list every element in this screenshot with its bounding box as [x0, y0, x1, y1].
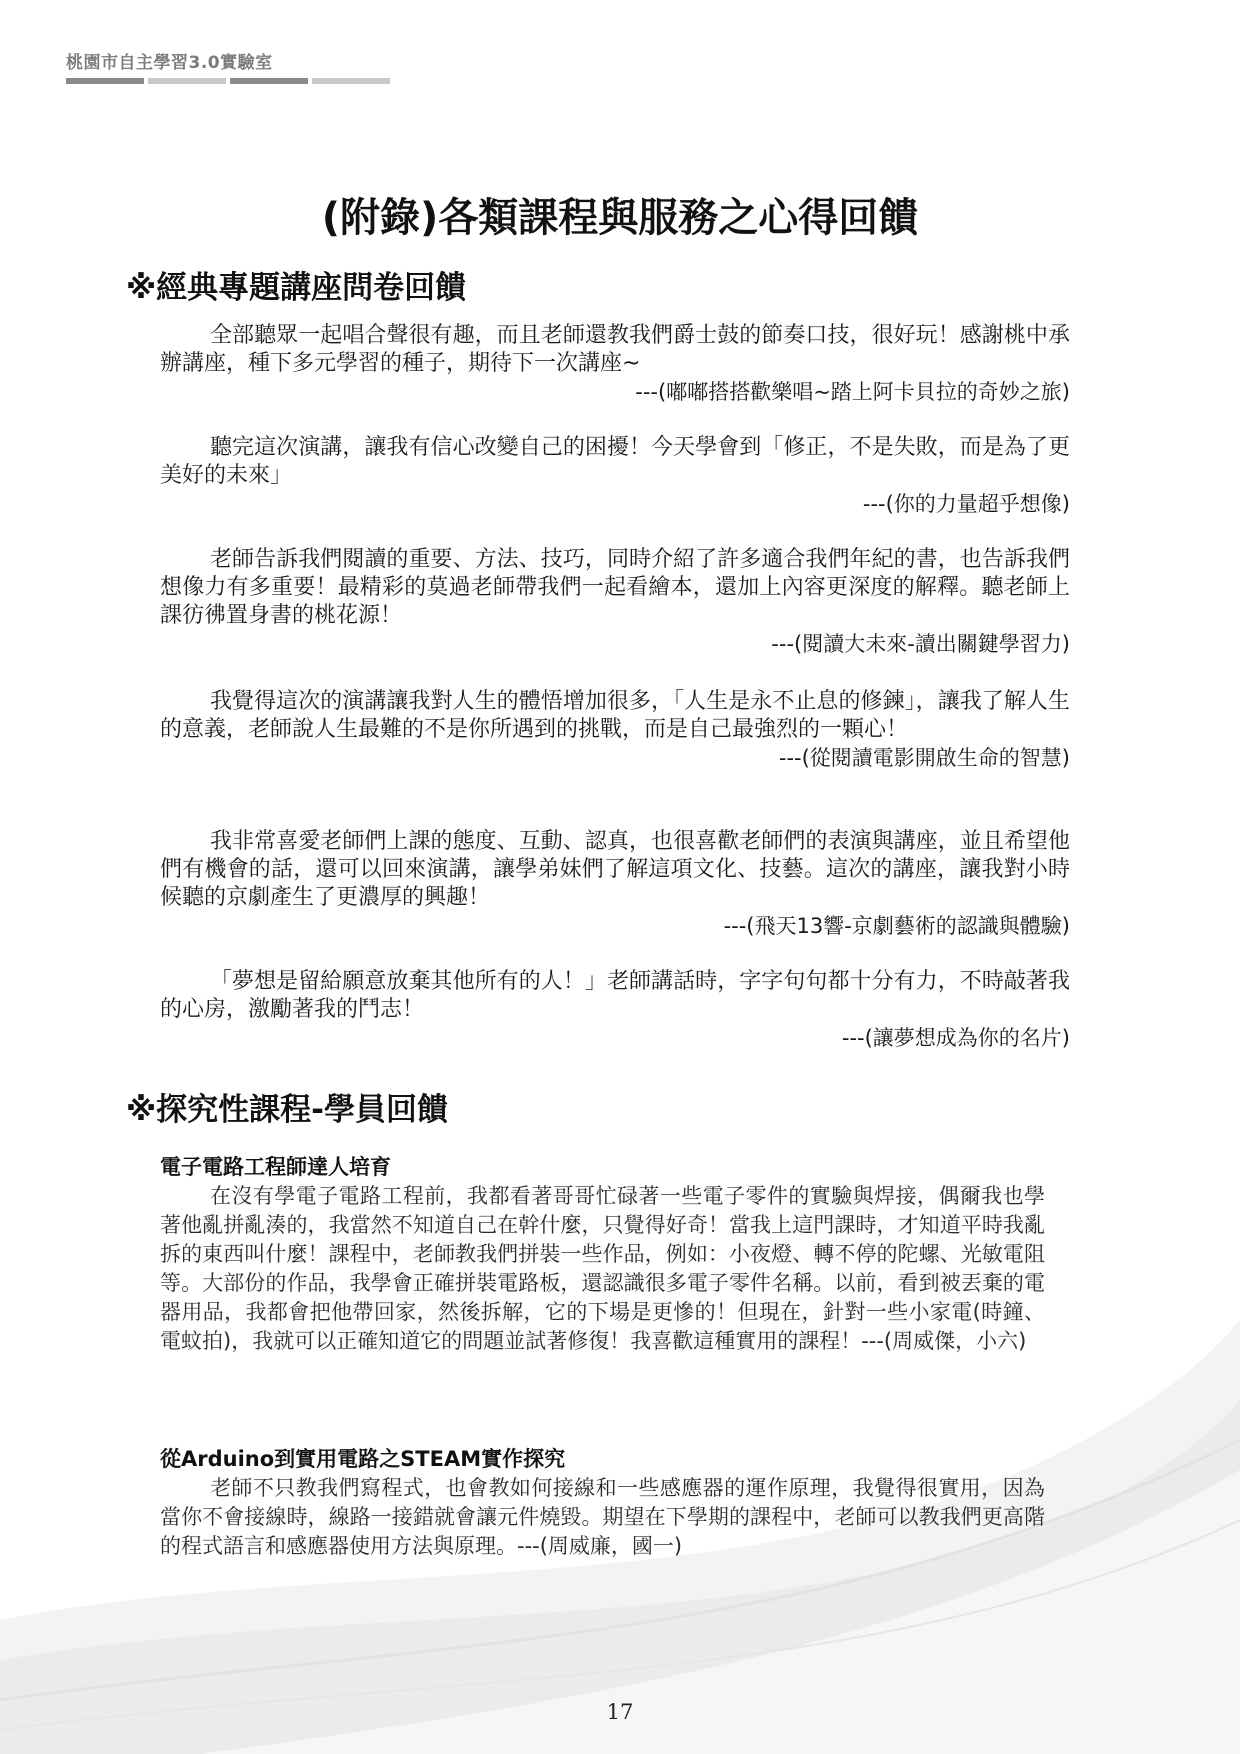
feedback-source: ---(你的力量超乎想像) [862, 492, 1070, 516]
feedback-text: 老師告訴我們閱讀的重要、方法、技巧，同時介紹了許多適合我們年紀的書，也告訴我們想像力有多重要！最精彩的莫過老師帶我們一起看繪本，還加上內容更深度的解釋。聽老師上課彷彿置身書的桃花源！ [160, 547, 1070, 628]
section-title-inquiry-courses: ※探究性課程-學員回饋 [126, 1092, 449, 1128]
header-bar [66, 78, 144, 84]
feedback-item [160, 828, 1070, 940]
feedback-source: ---(從閱讀電影開啟生命的智慧) [778, 746, 1070, 770]
page-title: (附錄)各類課程與服務之心得回饋 [321, 195, 919, 241]
feedback-text: 聽完這次演講，讓我有信心改變自己的困擾！今天學會到「修正，不是失敗，而是為了更美好的未來」 [160, 435, 1070, 488]
feedback-source: ---(閱讀大未來-讀出關鍵學習力) [771, 632, 1070, 656]
course-title: 電子電路工程師達人培育 [160, 1155, 391, 1179]
header-title: 桃園市自主學習3.0實驗室 [66, 53, 273, 73]
feedback-item [160, 968, 1070, 1052]
feedback-source: ---(飛天13響-京劇藝術的認識與體驗) [723, 914, 1070, 938]
feedback-item [160, 546, 1070, 658]
feedback-item [160, 688, 1070, 772]
header-bar [312, 78, 390, 84]
header-bar [148, 78, 226, 84]
feedback-item [160, 434, 1070, 518]
course-feedback [160, 1152, 1045, 1356]
page-number: 17 [606, 1700, 634, 1724]
feedback-item [160, 322, 1070, 406]
section-title-lectures: ※經典專題講座問卷回饋 [126, 270, 467, 306]
feedback-text: 我非常喜愛老師們上課的態度、互動、認真，也很喜歡老師們的表演與講座，並且希望他們有機會的話，還可以回來演講，讓學弟妹們了解這項文化、技藝。這次的講座，讓我對小時候聽的京劇產生了更濃厚的興趣！ [160, 829, 1070, 910]
course-text: 老師不只教我們寫程式，也會教如何接線和一些感應器的運作原理，我覺得很實用，因為當你不會接線時，線路一接錯就會讓元件燒毀。期望在下學期的課程中，老師可以教我們更高階的程式語言和感應器使用方法與原理。---(周威廉，國一) [160, 1476, 1045, 1558]
feedback-source: ---(讓夢想成為你的名片) [841, 1026, 1070, 1050]
feedback-text: 我覺得這次的演講讓我對人生的體悟增加很多，「人生是永不止息的修鍊」，讓我了解人生的意義，老師說人生最難的不是你所遇到的挑戰，而是自己最強烈的一顆心！ [160, 689, 1070, 742]
course-feedback [160, 1444, 1045, 1561]
course-text: 在沒有學電子電路工程前，我都看著哥哥忙碌著一些電子零件的實驗與焊接，偶爾我也學著他亂拼亂湊的，我當然不知道自己在幹什麼，只覺得好奇！當我上這門課時，才知道平時我亂拆的東西叫什麼！課程中，老師教我們拼裝一些作品，例如：小夜燈、轉不停的陀螺、光敏電阻等。大部份的作品，我學會正確拼裝電路板，還認識很多電子零件名稱。以前，看到被丟棄的電器用品，我都會把他帶回家，然後拆解，它的下場是更慘的！但現在，針對一些小家電(時鐘、電蚊拍)，我就可以正確知道它的問題並試著修復！我喜歡這種實用的課程！---(周威傑，小六) [160, 1184, 1045, 1353]
header-bar [230, 78, 308, 84]
feedback-text: 「夢想是留給願意放棄其他所有的人！」老師講話時，字字句句都十分有力，不時敲著我的心房，激勵著我的鬥志！ [160, 969, 1070, 1022]
course-title: 從Arduino到實用電路之STEAM實作探究 [160, 1447, 566, 1471]
feedback-text: 全部聽眾一起唱合聲很有趣，而且老師還教我們爵士鼓的節奏口技，很好玩！感謝桃中承辦講座，種下多元學習的種子，期待下一次講座~ [160, 323, 1070, 376]
feedback-source: ---(嘟嘟搭搭歡樂唱~踏上阿卡貝拉的奇妙之旅) [635, 380, 1070, 404]
